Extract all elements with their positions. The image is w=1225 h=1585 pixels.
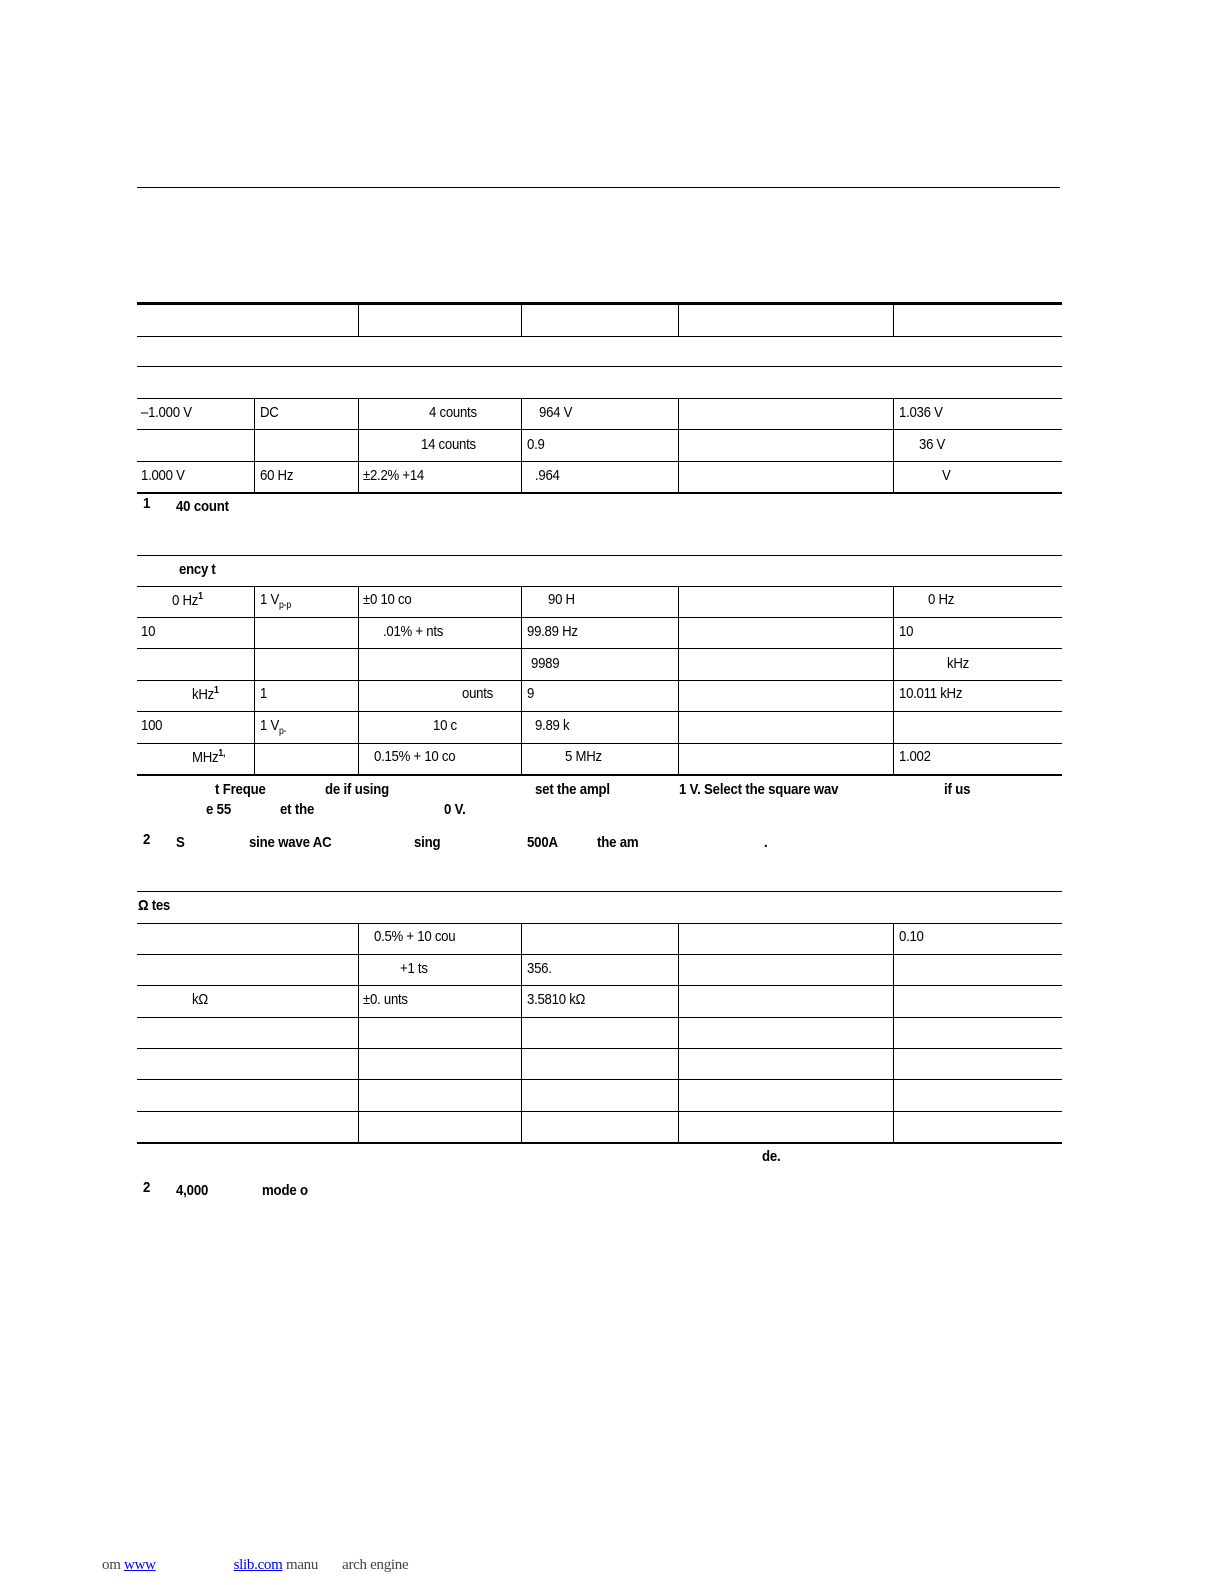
t2-r6-c1: MHz$^{1,}$ [192,748,226,766]
footer-link-www[interactable]: www [124,1557,156,1573]
t3-section-title: Ω tes [138,897,171,914]
t2-r1-c6: 0 Hz [928,591,955,608]
t2-r5-c4: 9.89 k [535,717,570,734]
t1-r1-c4: 964 V [539,404,573,421]
t2-r5-c3: 10 c [433,717,457,734]
page-footer [102,1557,408,1574]
t2-r6-c6: 1.002 [899,748,931,765]
top-rule [137,187,1060,188]
t3-r3-c2: ±0. unts [363,991,408,1008]
t1-r3-c1: 1.000 V [141,467,185,484]
t3-r2-c2: +1 ts [400,960,428,977]
t3-tail-note: de. [762,1148,781,1165]
t3-r2-c3: 356. [527,960,552,977]
t2-note-1d: 1 V. Select the square wav [679,781,839,798]
t1-r1-c3: 4 counts [429,404,477,421]
t2-r3-c4: 9989 [531,655,560,672]
t2-r1-c2: 1 $V_{p-p}$ [260,591,291,611]
t2-r4-c3: ounts [462,685,493,702]
t1-r3-c4: .964 [535,467,560,484]
frequency-table [137,555,1062,785]
t2-footnote-e: the am [597,834,639,851]
t2-r2-c6: 10 [899,623,914,640]
t2-r5-c1: 100 [141,717,163,734]
t2-note-2b: et the [280,801,315,818]
t2-r4-c4: 9 [527,685,535,702]
t2-footnote-d: 500A [527,834,558,851]
t1-footnote-number: 1 [143,495,151,512]
t2-r3-c6: kHz [947,655,969,672]
t2-r5-c2: 1 $V_{p-}$ [260,717,287,737]
t2-r6-c3: 0.15% + 10 co [374,748,456,765]
t3-footnote-number: 2 [143,1179,151,1196]
t2-r4-c1: kHz$^1$ [192,685,219,703]
footer-text-2: arch engine [342,1557,409,1573]
t2-footnote-f: . [764,834,768,851]
t3-footnote-a: 4,000 [176,1182,209,1199]
t1-r2-c3: 14 counts [421,436,476,453]
t3-r1-c2: 0.5% + 10 cou [374,928,456,945]
t2-r2-c3: .01% + nts [383,623,444,640]
t2-footnote-a: S [176,834,185,851]
t2-note-2a: e 55 [206,801,231,818]
t2-note-1a: t Freque [215,781,266,798]
t2-footnote-c: sing [414,834,441,851]
footer-prefix: om [102,1557,121,1573]
t1-footnote: 40 count [176,498,229,515]
t1-r1-c2: DC [260,404,279,421]
t2-r2-c4: 99.89 Hz [527,623,578,640]
t3-r3-c3: 3.5810 kΩ [527,991,586,1008]
t2-r1-c1: 0 Hz$^1$ [172,591,203,609]
t1-r1-c1: –1.000 V [141,404,192,421]
t3-r1-c5: 0.10 [899,928,924,945]
t3-r3-c1: kΩ [192,991,208,1008]
t2-r4-c2: 1 [260,685,268,702]
spec-table [137,302,1062,497]
footer-text-1: manu [285,1557,319,1573]
t2-note-1e: if us [944,781,971,798]
t2-r2-c1: 10 [141,623,156,640]
t3-footnote-b: mode o [262,1182,308,1199]
t2-note-1b: de if using [325,781,390,798]
t2-footnote-number: 2 [143,831,151,848]
t1-r1-c6: 1.036 V [899,404,943,421]
resistance-table [137,891,1062,1147]
t2-note-2c: 0 V. [444,801,466,818]
t1-r3-c2: 60 Hz [260,467,294,484]
t1-r2-c6: 36 V [919,436,946,453]
t2-r1-c3: ±0 10 co [363,591,412,608]
t2-note-1c: set the ampl [535,781,610,798]
t2-r1-c4: 90 H [548,591,575,608]
t2-section-title: ency t [179,561,216,578]
t2-r4-c6: 10.011 kHz [899,685,963,702]
t2-footnote-b: sine wave AC [249,834,332,851]
t1-r3-c6: V [942,467,951,484]
footer-link-domain[interactable]: slib.com [233,1557,283,1573]
t1-r3-c3: ±2.2% +14 [363,467,425,484]
t2-r6-c4: 5 MHz [565,748,602,765]
t1-r2-c4: 0.9 [527,436,545,453]
